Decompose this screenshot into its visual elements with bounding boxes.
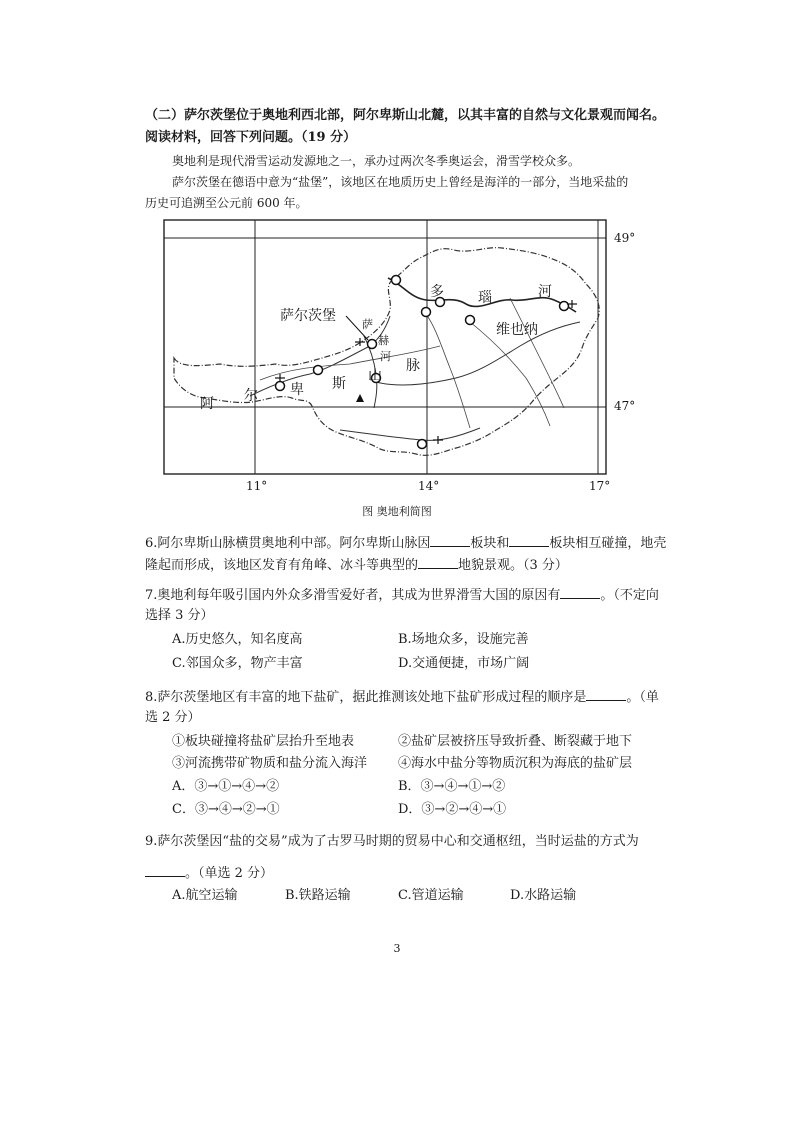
q8-option-b[interactable]: B．③→④→①→② bbox=[398, 779, 506, 794]
material-line3: 历史可追溯至公元前 600 年。 bbox=[145, 196, 308, 210]
q9-option-a[interactable]: A.航空运输 bbox=[172, 888, 238, 903]
city-marker bbox=[418, 440, 427, 449]
q8-option-d[interactable]: D．③→②→④→① bbox=[398, 802, 507, 817]
page-number: 3 bbox=[393, 942, 401, 955]
q8-option-c[interactable]: C．③→④→②→① bbox=[172, 802, 280, 817]
danube-char-2: 瑙 bbox=[478, 290, 492, 306]
q9-line2 bbox=[145, 862, 273, 884]
q8-option-a[interactable]: A．③→①→④→② bbox=[172, 779, 280, 794]
salzburg-marker bbox=[368, 340, 377, 349]
q8-line2: 选 2 分） bbox=[145, 710, 201, 725]
q6-line2 bbox=[145, 554, 568, 576]
lon-label-14: 14° bbox=[418, 479, 440, 493]
q9-option-d[interactable]: D.水路运输 bbox=[510, 888, 577, 903]
q8-text-end: 。（单 bbox=[626, 690, 659, 705]
q7-option-d[interactable]: D.交通便捷，市场广阔 bbox=[398, 656, 530, 671]
salzach-char-1: 萨 bbox=[362, 318, 373, 331]
material-line1: 奥地利是现代滑雪运动发源地之一，承办过两次冬季奥运会，滑雪学校众多。 bbox=[172, 154, 581, 168]
danube-char-1: 多 bbox=[430, 284, 444, 300]
q7-blank[interactable] bbox=[560, 584, 600, 599]
danube-char-3: 河 bbox=[538, 284, 552, 300]
q8-text: 8.萨尔茨堡地区有丰富的地下盐矿，据此推测该处地下盐矿形成过程的顺序是 bbox=[145, 690, 587, 705]
q7-text: 7.奥地利每年吸引国内外众多滑雪爱好者，其成为世界滑雪大国的原因有 bbox=[145, 588, 561, 603]
q9-option-b[interactable]: B.铁路运输 bbox=[285, 888, 351, 903]
alps-char-3: 卑 bbox=[290, 382, 304, 398]
lon-label-11: 11° bbox=[246, 479, 268, 493]
q9-text-end: 。（单选 2 分） bbox=[185, 866, 274, 881]
lat-label-47: 47° bbox=[614, 399, 636, 413]
alps-char-5: 山 bbox=[368, 368, 382, 384]
lat-label-49: 49° bbox=[614, 231, 636, 245]
vienna-marker bbox=[560, 302, 569, 311]
alps-char-4: 斯 bbox=[332, 376, 346, 392]
city-marker bbox=[392, 276, 401, 285]
river-drau bbox=[340, 428, 480, 440]
road-4 bbox=[510, 298, 564, 408]
city-marker bbox=[466, 316, 475, 325]
q6-text-c: 板块相互碰撞，地壳 bbox=[549, 536, 667, 551]
q8-line1 bbox=[145, 686, 659, 708]
q7-option-c[interactable]: C.邻国众多，物产丰富 bbox=[172, 656, 303, 671]
salzach-char-3: 河 bbox=[380, 350, 391, 363]
q6-text-d: 隆起而形成，该地区发育有角峰、冰斗等典型的 bbox=[145, 558, 419, 573]
q6-blank-1[interactable] bbox=[430, 532, 470, 547]
city-marker bbox=[314, 366, 323, 375]
q8-step-4: ④海水中盐分等物质沉积为海底的盐矿层 bbox=[398, 756, 633, 771]
q6-line1 bbox=[145, 532, 666, 554]
vienna-label: 维也纳 bbox=[496, 322, 538, 338]
alps-char-1: 阿 bbox=[200, 396, 214, 412]
salzach-char-2: 赫 bbox=[378, 334, 389, 347]
q9-blank[interactable] bbox=[145, 862, 185, 877]
q6-text-b: 板块和 bbox=[470, 536, 510, 551]
q7-line2: 选择 3 分） bbox=[145, 608, 214, 623]
q8-step-1: ①板块碰撞将盐矿层抬升至地表 bbox=[172, 734, 355, 749]
map-caption: 图 奥地利简图 bbox=[362, 505, 432, 518]
q8-step-3: ③河流携带矿物质和盐分流入海洋 bbox=[172, 756, 368, 771]
lon-label-17: 17° bbox=[589, 479, 611, 493]
alps-char-2: 尔 bbox=[244, 388, 258, 404]
q6-blank-2[interactable] bbox=[509, 532, 549, 547]
q9-option-c[interactable]: C.管道运输 bbox=[398, 888, 464, 903]
q8-step-2: ②盐矿层被挤压导致折叠、断裂藏于地下 bbox=[398, 734, 633, 749]
q7-text-end: 。（不定向 bbox=[600, 588, 659, 603]
austria-map bbox=[140, 218, 640, 498]
q7-line1 bbox=[145, 584, 659, 606]
road-1 bbox=[426, 314, 470, 428]
q6-text-e: 地貌景观。（3 分） bbox=[458, 558, 568, 573]
material-line2: 萨尔茨堡在德语中意为“盐堡”，该地区在地质历史上曾经是海洋的一部分，当地采盐的 bbox=[172, 175, 629, 189]
salzburg-label: 萨尔茨堡 bbox=[280, 308, 336, 324]
airport-icon bbox=[275, 374, 285, 382]
q9-line1: 9.萨尔茨堡因“盐的交易”成为了古罗马时期的贸易中心和交通枢纽，当时运盐的方式为 bbox=[145, 834, 639, 849]
q6-blank-3[interactable] bbox=[418, 554, 458, 569]
city-marker bbox=[422, 308, 431, 317]
q7-option-b[interactable]: B.场地众多，设施完善 bbox=[398, 632, 529, 647]
mountain-peak-icon bbox=[356, 394, 364, 402]
section-heading-line2: 阅读材料，回答下列问题。（19 分） bbox=[145, 130, 357, 145]
q8-blank[interactable] bbox=[586, 686, 626, 701]
q7-option-a[interactable]: A.历史悠久，知名度高 bbox=[172, 632, 303, 647]
alps-char-6: 脉 bbox=[406, 358, 420, 374]
innsbruck-marker bbox=[276, 382, 285, 391]
section-heading-line1: （二）萨尔茨堡位于奥地利西北部，阿尔卑斯山北麓，以其丰富的自然与文化景观而闻名。 bbox=[145, 108, 666, 123]
q6-text-a: 6.阿尔卑斯山脉横贯奥地利中部。阿尔卑斯山脉因 bbox=[145, 536, 431, 551]
airport-icon bbox=[433, 436, 443, 444]
